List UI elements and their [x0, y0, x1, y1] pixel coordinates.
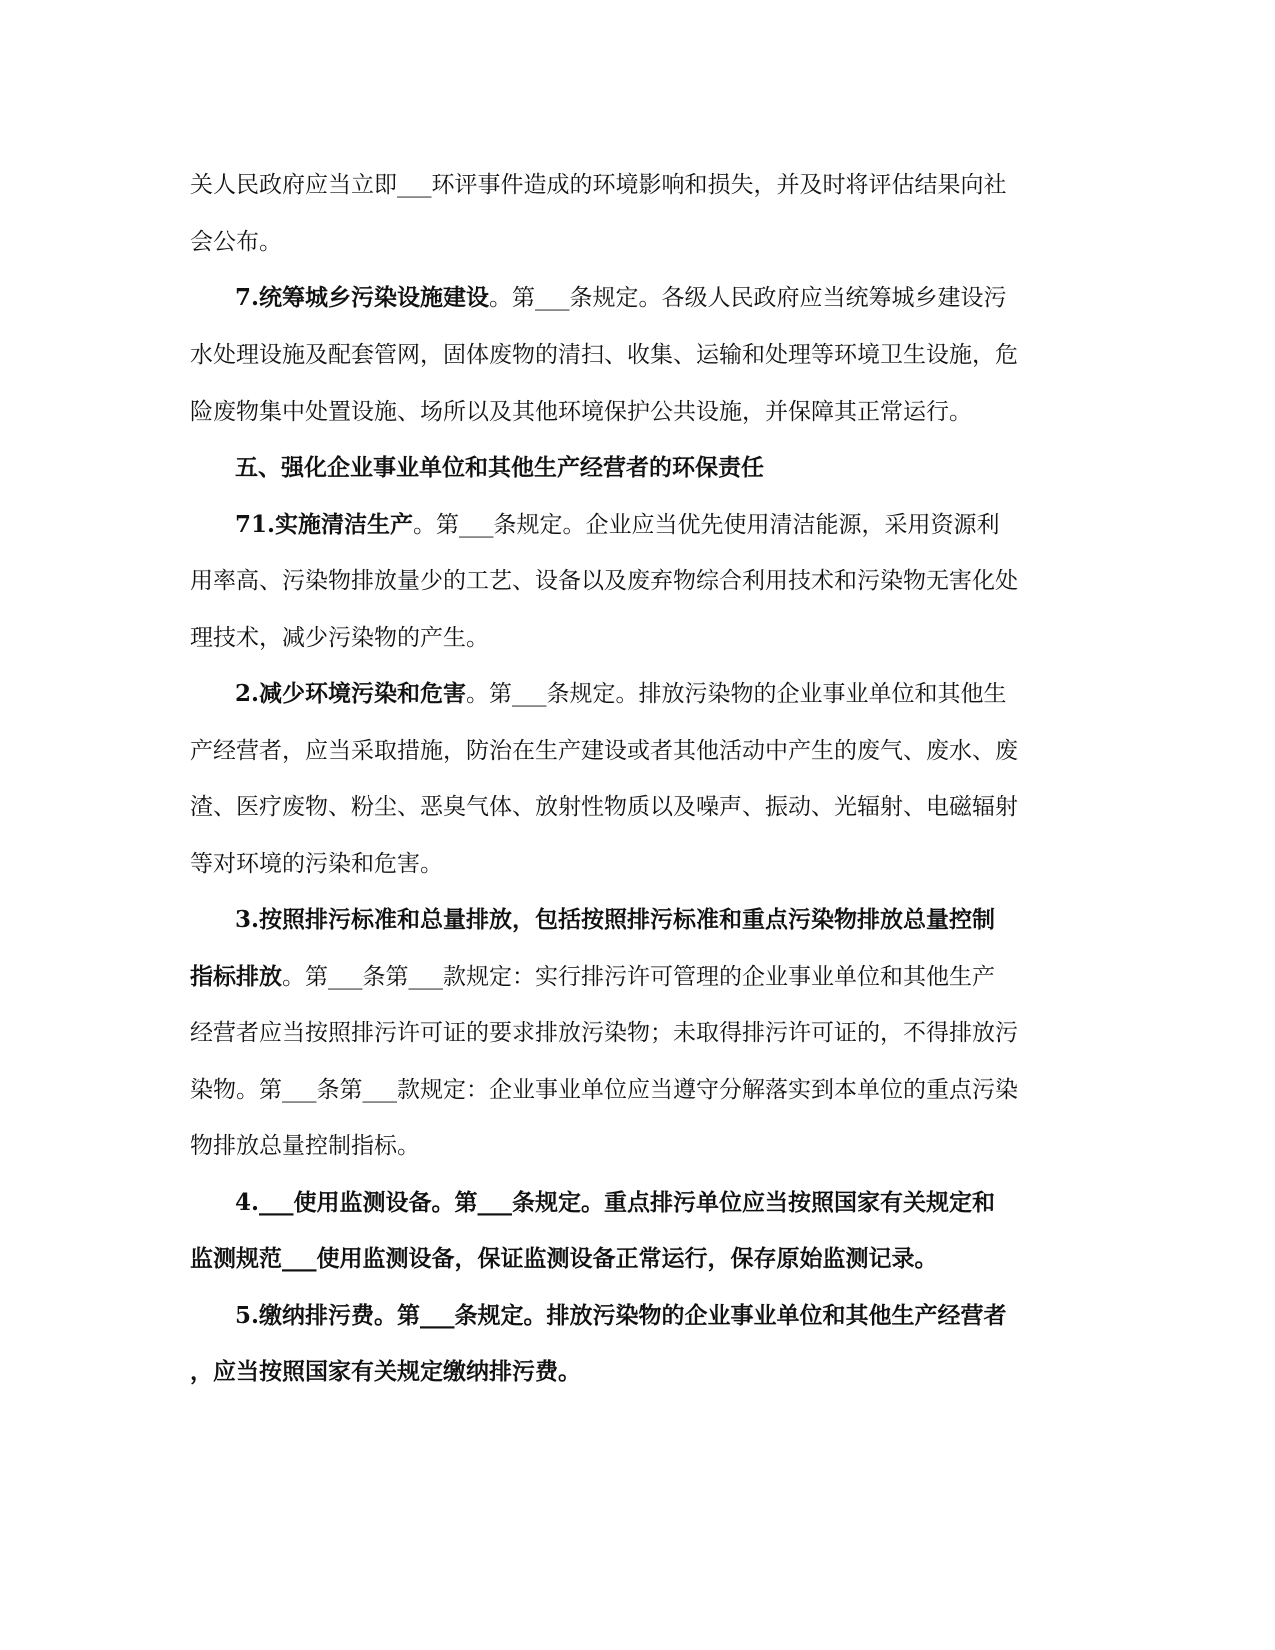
section-heading-line — [235, 900, 1090, 940]
text-line — [190, 618, 1090, 658]
text-line — [190, 844, 1090, 884]
text-run: 产经营者，应当采取措施，防治在生产建设或者其他活动中产生的废气、废水、废 — [190, 738, 1018, 764]
text-line — [190, 1239, 1090, 1279]
text-run: 经营者应当按照排污许可证的要求排放污染物；未取得排污许可证的，不得排放污 — [190, 1020, 1018, 1046]
text-line — [190, 1070, 1090, 1110]
section-text-bold: 监测规范___使用监测设备，保证监测设备正常运行，保存原始监测记录。 — [190, 1245, 938, 1272]
text-line — [190, 731, 1090, 771]
text-run: 会公布。 — [190, 229, 282, 255]
section-heading: 指标排放 — [190, 963, 282, 990]
text-run: 。第___条第___款规定：实行排污许可管理的企业事业单位和其他生产 — [282, 964, 995, 990]
section-text-bold: 4.___使用监测设备。第___条规定。重点排污单位应当按照国家有关规定和 — [235, 1189, 996, 1216]
section-text-bold: ，应当按照国家有关规定缴纳排污费。 — [190, 1358, 581, 1385]
section-heading-line — [235, 1183, 1090, 1223]
section-heading-line — [235, 1296, 1090, 1336]
text-line — [190, 392, 1090, 432]
text-run: 物排放总量控制指标。 — [190, 1133, 420, 1159]
text-run: 用率高、污染物排放量少的工艺、设备以及废弃物综合利用技术和污染物无害化处 — [190, 568, 1018, 594]
text-line — [190, 957, 1090, 997]
text-line — [190, 1013, 1090, 1053]
text-run: 等对环境的污染和危害。 — [190, 851, 443, 877]
section-heading: 2.减少环境污染和危害 — [235, 680, 467, 707]
text-line — [190, 222, 1090, 262]
section-heading: 7.统筹城乡污染设施建设 — [235, 284, 490, 311]
text-line — [190, 1352, 1090, 1392]
chapter-heading: 五、强化企业事业单位和其他生产经营者的环保责任 — [235, 454, 764, 481]
section-heading-line — [235, 674, 1090, 714]
text-run: 险废物集中处置设施、场所以及其他环境保护公共设施，并保障其正常运行。 — [190, 399, 972, 425]
section-heading: 3.按照排污标准和总量排放，包括按照排污标准和重点污染物排放总量控制 — [235, 906, 996, 933]
text-run: 。第___条规定。排放污染物的企业事业单位和其他生 — [466, 681, 1007, 707]
section-text-bold: 5.缴纳排污费。第___条规定。排放污染物的企业事业单位和其他生产经营者 — [235, 1302, 1007, 1329]
text-run: 水处理设施及配套管网，固体废物的清扫、收集、运输和处理等环境卫生设施，危 — [190, 342, 1018, 368]
text-line — [190, 787, 1090, 827]
text-run: 。第___条规定。各级人民政府应当统筹城乡建设污 — [489, 285, 1007, 311]
text-run: 关人民政府应当立即___环评事件造成的环境影响和损失，并及时将评估结果向社 — [190, 172, 1007, 198]
section-heading-line — [235, 505, 1090, 545]
text-run: 染物。第___条第___款规定：企业事业单位应当遵守分解落实到本单位的重点污染 — [190, 1077, 1018, 1103]
section-heading-line — [235, 278, 1090, 318]
text-line — [190, 335, 1090, 375]
text-run: 。第___条规定。企业应当优先使用清洁能源，采用资源利 — [413, 512, 1000, 538]
text-run: 渣、医疗废物、粉尘、恶臭气体、放射性物质以及噪声、振动、光辐射、电磁辐射 — [190, 794, 1018, 820]
chapter-heading-line — [235, 448, 1090, 488]
text-line — [190, 1126, 1090, 1166]
text-line — [190, 561, 1090, 601]
section-heading: 71.实施清洁生产 — [235, 511, 414, 538]
text-line — [190, 165, 1090, 205]
text-run: 理技术，减少污染物的产生。 — [190, 625, 489, 651]
